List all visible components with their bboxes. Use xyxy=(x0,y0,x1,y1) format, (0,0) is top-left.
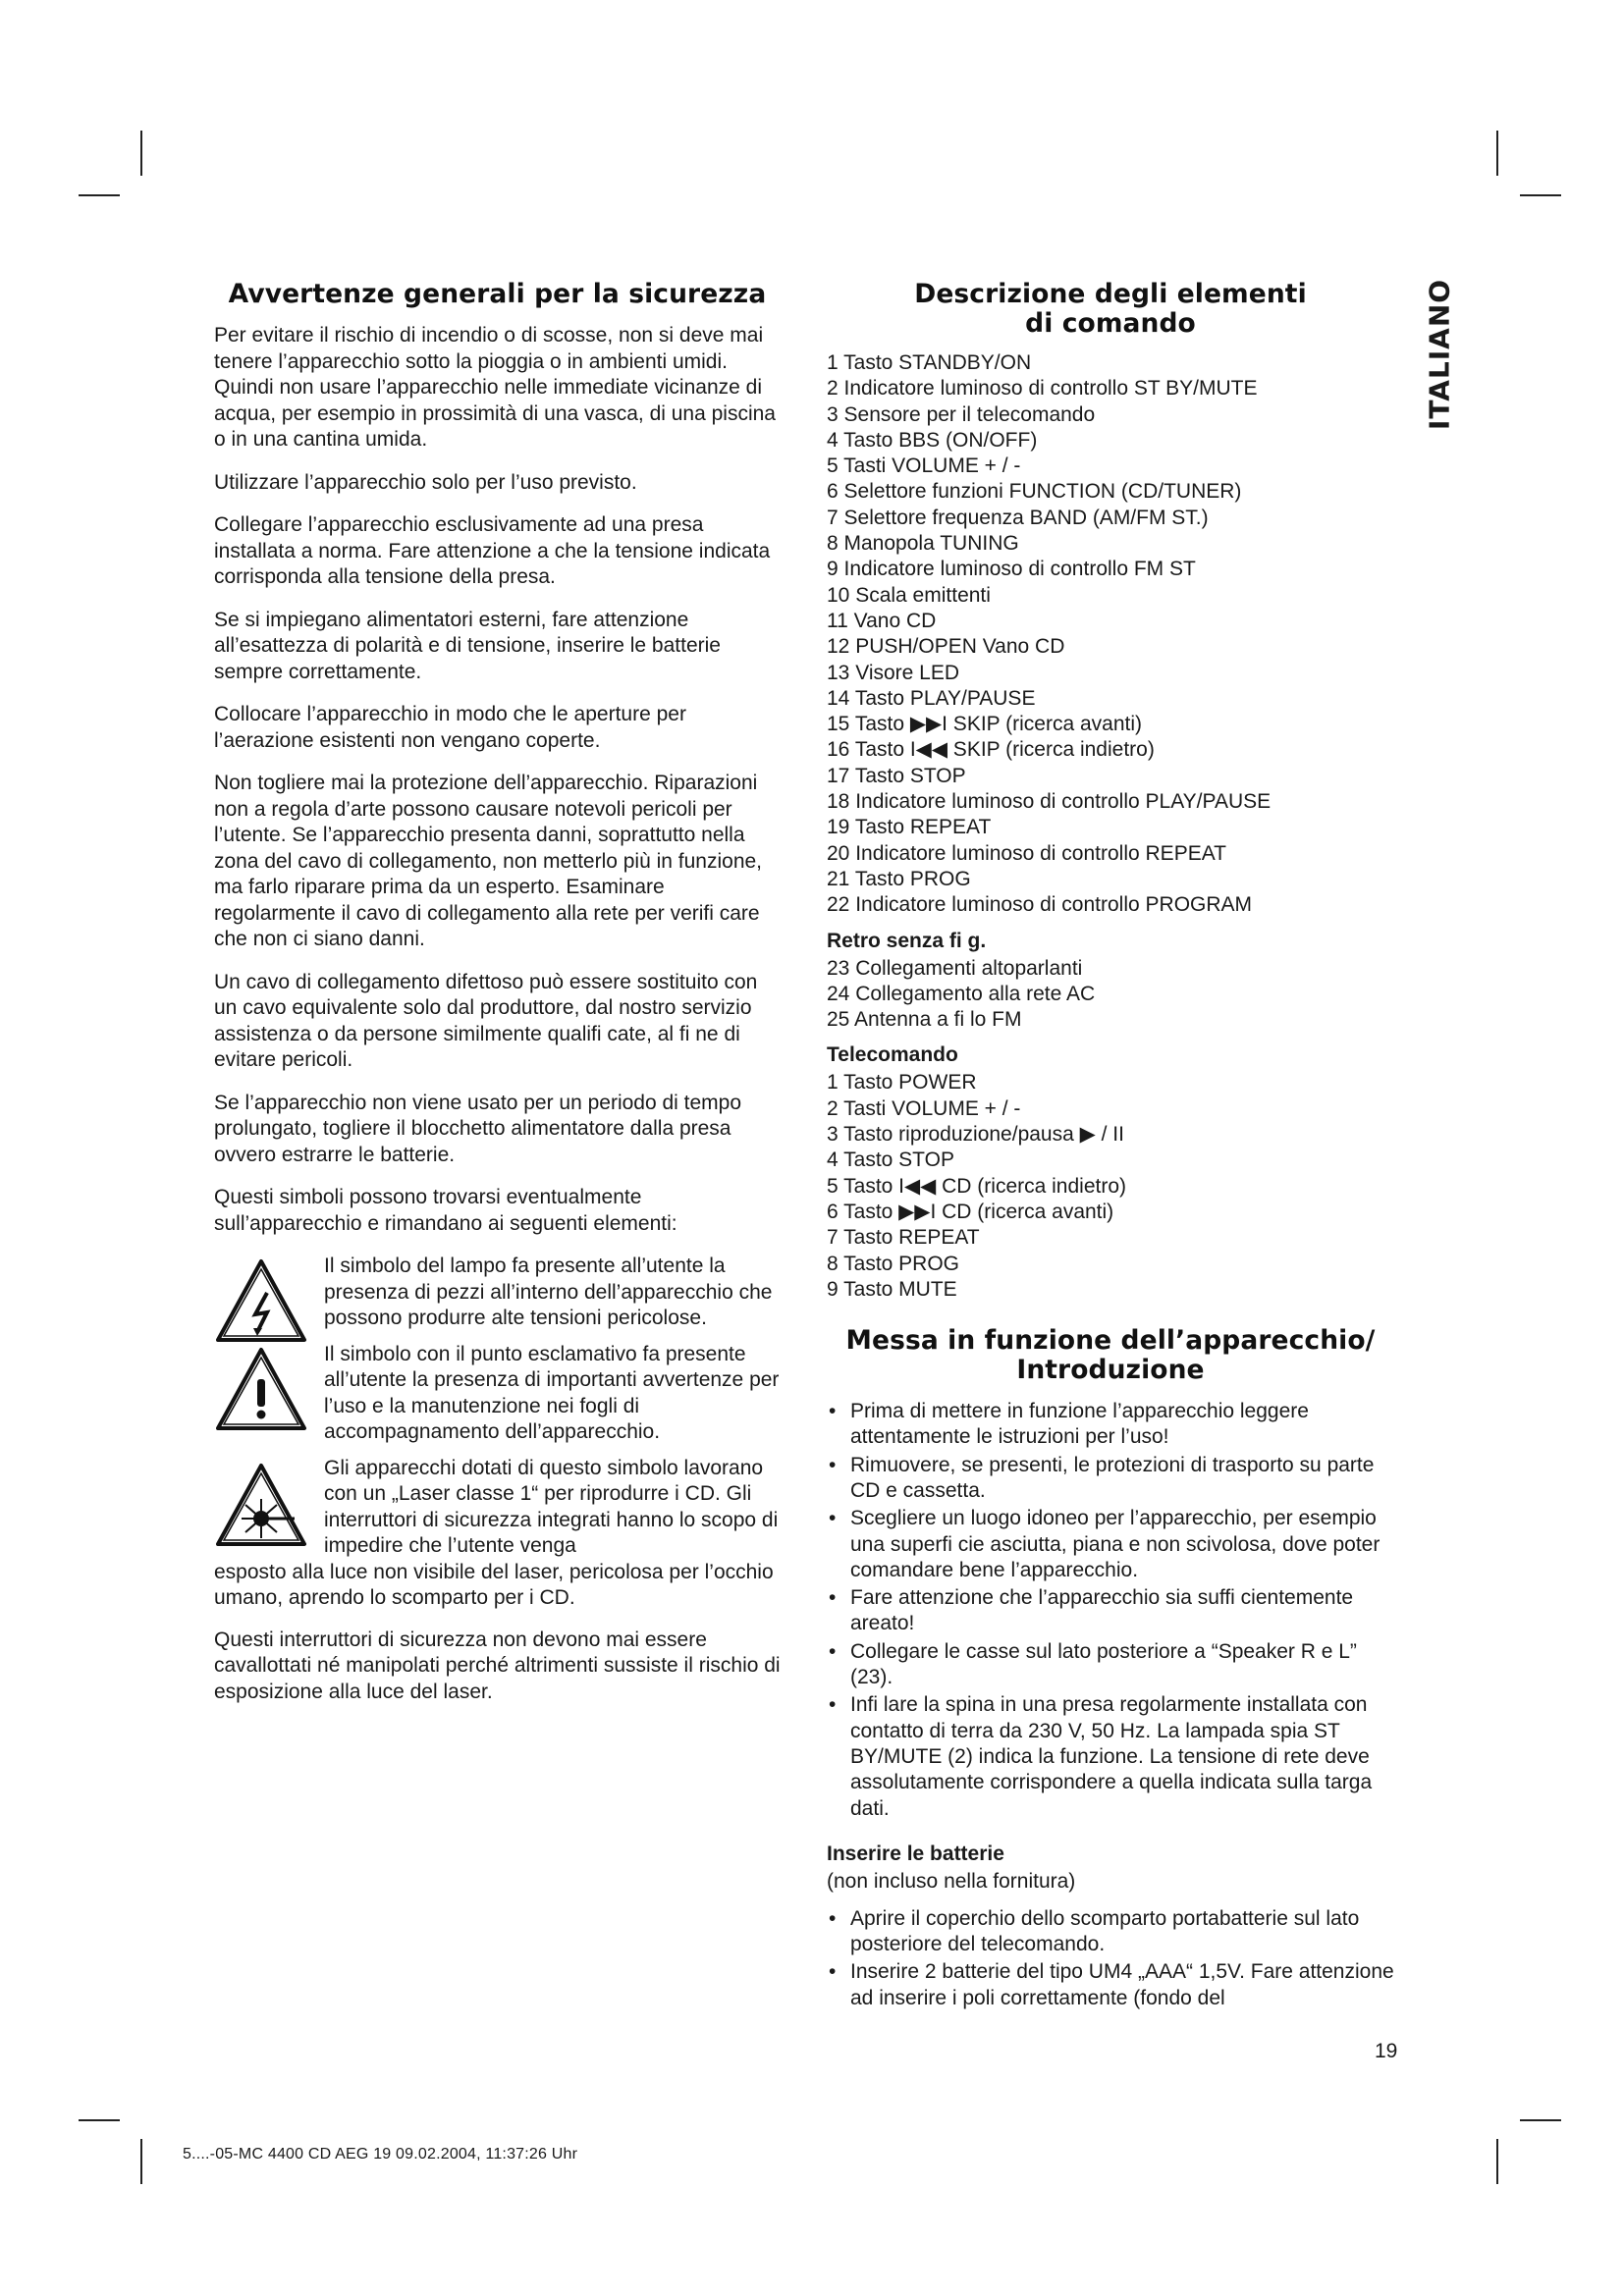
remote-item: 9 Tasto MUTE xyxy=(827,1277,957,1301)
remote-item: 3 Tasto riproduzione/pausa ▶ / II xyxy=(827,1123,1124,1147)
laser-warning-text-continued: esposto alla luce non visibile del laser, pericolosa per l’occhio umano, aprendo lo scomparto per i CD. xyxy=(214,1560,774,1609)
crop-mark xyxy=(1496,2139,1498,2184)
remote-item: 6 Tasto ▶▶I CD (ricerca avanti) xyxy=(827,1200,1114,1223)
language-tab-label: ITALIANO xyxy=(1423,278,1456,431)
remote-item: 8 Tasto PROG xyxy=(827,1252,960,1275)
exclamation-warning-text: Il simbolo con il punto esclamativo fa presente all’utente la presenza di importanti avvertenze per l’uso e la manutenzione nei fogli di accompagnamento dell’apparecchio. xyxy=(324,1342,780,1443)
rear-heading: Retro senza fi g. xyxy=(827,929,987,952)
controls-list xyxy=(827,350,1394,919)
setup-item: • Infi lare la spina in una presa regolarmente installata con contatto di terra da 230 V, 50 Hz. La lampada spia ST BY/MUTE (2) indica la funzione. La tensione di rete deve assolutamente corrispondere a quella indicata sulla targa dati. xyxy=(827,1692,1394,1821)
controls-heading-line1: Descrizione degli elementi xyxy=(914,279,1307,309)
safety-paragraph: Questi simboli possono trovarsi eventualmente sull’apparecchio e rimandano ai seguenti elementi: xyxy=(214,1186,677,1235)
exclamation-warning xyxy=(214,1342,781,1446)
crop-mark xyxy=(79,194,120,196)
safety-paragraph: Per evitare il rischio di incendio o di scosse, non si deve mai tenere l’apparecchio sotto la pioggia o in ambienti umidi. Quindi non usare l’apparecchio nelle immediate vicinanze di acqua, per esempio in prossimità di una vasca, di una piscina o in una cantina umida. xyxy=(214,324,776,451)
control-item: 14 Tasto PLAY/PAUSE xyxy=(827,686,1036,710)
remote-list xyxy=(827,1070,1394,1303)
control-item: 22 Indicatore luminoso di controllo PROGRAM xyxy=(827,893,1253,917)
remote-item: 5 Tasto I◀◀ CD (ricerca indietro) xyxy=(827,1174,1127,1198)
remote-heading: Telecomando xyxy=(827,1043,958,1067)
battery-item: • Aprire il coperchio dello scomparto portabatterie sul lato posteriore del telecomando. xyxy=(827,1906,1394,1958)
rear-item: 24 Collegamento alla rete AC xyxy=(827,982,1096,1005)
remote-item: 2 Tasti VOLUME + / - xyxy=(827,1096,1021,1120)
safety-paragraph: Collegare l’apparecchio esclusivamente ad una presa installata a norma. Fare attenzione a che la tensione indicata corrisponda alla tensione della presa. xyxy=(214,513,771,588)
crop-mark xyxy=(1496,131,1498,176)
rear-list xyxy=(827,956,1394,1034)
crop-mark xyxy=(79,2119,120,2121)
battery-note: (non incluso nella fornitura) xyxy=(827,1869,1076,1893)
setup-item: • Scegliere un luogo idoneo per l’apparecchio, per esempio una superfi cie asciutta, piana e non scivolosa, dove poter comandare bene l’apparecchio. xyxy=(827,1506,1394,1583)
rear-item: 23 Collegamenti altoparlanti xyxy=(827,956,1083,980)
language-tab xyxy=(1422,280,1457,429)
control-item: 9 Indicatore luminoso di controllo FM ST xyxy=(827,558,1196,581)
crop-mark xyxy=(1520,194,1561,196)
rear-item: 25 Antenna a fi lo FM xyxy=(827,1008,1022,1032)
lightning-warning xyxy=(214,1254,781,1332)
controls-heading-line2: di comando xyxy=(1025,308,1196,339)
setup-heading xyxy=(827,1326,1394,1385)
exclamation-warning-icon xyxy=(214,1346,308,1432)
laser-warning-icon xyxy=(214,1462,308,1548)
control-item: 13 Visore LED xyxy=(827,661,960,684)
battery-heading: Inserire le batterie xyxy=(827,1842,1004,1865)
remote-item: 1 Tasto POWER xyxy=(827,1071,977,1095)
battery-list xyxy=(827,1906,1394,2011)
control-item: 2 Indicatore luminoso di controllo ST BY/MUTE xyxy=(827,377,1258,400)
safety-paragraph: Questi interruttori di sicurezza non devono mai essere cavallottati né manipolati perché altrimenti sussiste il rischio di esposizione alla luce del laser. xyxy=(214,1628,781,1703)
safety-paragraph: Non togliere mai la protezione dell’apparecchio. Riparazioni non a regola d’arte possono causare notevoli pericoli per l’utente. Se l’apparecchio presenta danni, soprattutto nella zona del cavo di collegamento, non metterlo più in funzione, ma farlo riparare prima da un esperto. Esaminare regolarmente il cavo di collegamento alla rete per verifi care che non ci siano danni. xyxy=(214,772,763,950)
right-column xyxy=(827,280,1394,2025)
control-item: 1 Tasto STANDBY/ON xyxy=(827,351,1032,374)
setup-item: • Collegare le casse sul lato posteriore a “Speaker R e L” (23). xyxy=(827,1639,1394,1691)
remote-item: 4 Tasto STOP xyxy=(827,1148,954,1172)
setup-heading-line1: Messa in funzione dell’apparecchio/ xyxy=(845,1325,1376,1357)
laser-warning xyxy=(214,1456,781,1612)
print-footer: 5....-05-MC 4400 CD AEG 19 09.02.2004, 11:37:26 Uhr xyxy=(183,2146,578,2163)
control-item: 7 Selettore frequenza BAND (AM/FM ST.) xyxy=(827,506,1209,529)
control-item: 10 Scala emittenti xyxy=(827,583,991,607)
left-column xyxy=(214,280,781,1722)
setup-item: • Prima di mettere in funzione l’apparecchio leggere attentamente le istruzioni per l’uso! xyxy=(827,1399,1394,1451)
setup-item: • Rimuovere, se presenti, le protezioni di trasporto su parte CD e cassetta. xyxy=(827,1453,1394,1505)
control-item: 3 Sensore per il telecomando xyxy=(827,402,1096,426)
control-item: 6 Selettore funzioni FUNCTION (CD/TUNER) xyxy=(827,480,1242,504)
setup-heading-line2: Introduzione xyxy=(1016,1355,1205,1386)
crop-mark xyxy=(140,131,142,176)
setup-item: • Fare attenzione che l’apparecchio sia suffi cientemente areato! xyxy=(827,1585,1394,1637)
control-item: 17 Tasto STOP xyxy=(827,764,966,787)
crop-mark xyxy=(1520,2119,1561,2121)
control-item: 19 Tasto REPEAT xyxy=(827,816,992,839)
lightning-warning-icon xyxy=(214,1257,308,1344)
safety-paragraph: Se si impiegano alimentatori esterni, fare attenzione all’esattezza di polarità e di tensione, inserire le batterie sempre correttamente. xyxy=(214,608,721,683)
safety-paragraph: Se l’apparecchio non viene usato per un periodo di tempo prolungato, togliere il blocchetto alimentatore dalla presa ovvero estrarre le batterie. xyxy=(214,1091,742,1166)
crop-mark xyxy=(140,2139,142,2184)
lightning-warning-text: Il simbolo del lampo fa presente all’utente la presenza di pezzi all’interno dell’apparecchio che possono produrre alte tensioni pericolose. xyxy=(324,1255,773,1329)
controls-heading xyxy=(827,280,1394,339)
battery-item: • Inserire 2 batterie del tipo UM4 „AAA“ 1,5V. Fare attenzione ad inserire i poli correttamente (fondo del xyxy=(827,1959,1394,2011)
control-item: 12 PUSH/OPEN Vano CD xyxy=(827,635,1065,659)
control-item: 8 Manopola TUNING xyxy=(827,532,1019,556)
control-item: 5 Tasti VOLUME + / - xyxy=(827,454,1021,478)
laser-warning-text: Gli apparecchi dotati di questo simbolo lavorano con un „Laser classe 1“ per riprodurre i CD. Gli interruttori di sicurezza integrati hanno lo scopo di impedire che l’utente venga xyxy=(324,1456,779,1557)
control-item: 20 Indicatore luminoso di controllo REPEAT xyxy=(827,841,1226,865)
setup-list xyxy=(827,1399,1394,1822)
control-item: 16 Tasto I◀◀ SKIP (ricerca indietro) xyxy=(827,738,1155,762)
safety-paragraph: Utilizzare l’apparecchio solo per l’uso previsto. xyxy=(214,470,637,494)
control-item: 15 Tasto ▶▶I SKIP (ricerca avanti) xyxy=(827,713,1142,736)
control-item: 18 Indicatore luminoso di controllo PLAY/PAUSE xyxy=(827,790,1272,814)
page-number: 19 xyxy=(1375,2040,1398,2062)
control-item: 4 Tasto BBS (ON/OFF) xyxy=(827,428,1038,452)
remote-item: 7 Tasto REPEAT xyxy=(827,1226,980,1250)
safety-paragraph: Un cavo di collegamento difettoso può essere sostituito con un cavo equivalente solo dal produttore, dal nostro servizio assistenza o da persone similmente qualifi cate, al fi ne di evitare pericoli. xyxy=(214,970,758,1071)
safety-heading: Avvertenze generali per la sicurezza xyxy=(228,279,767,309)
safety-paragraph: Collocare l’apparecchio in modo che le aperture per l’aerazione esistenti non vengano coperte. xyxy=(214,703,686,752)
control-item: 21 Tasto PROG xyxy=(827,867,971,890)
control-item: 11 Vano CD xyxy=(827,609,937,632)
